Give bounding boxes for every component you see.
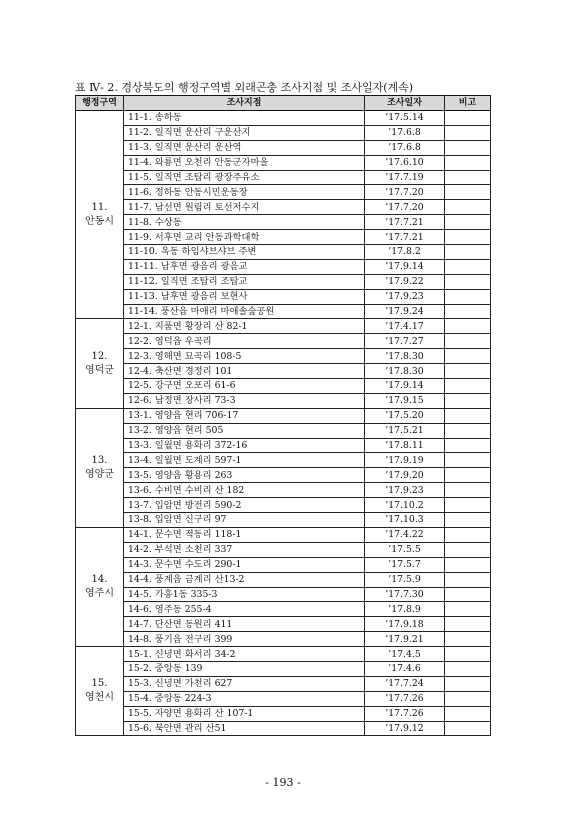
site-cell: 13-7. 입암면 방전리 590-2 xyxy=(124,498,365,513)
table-row xyxy=(76,691,491,706)
note-cell xyxy=(445,230,491,245)
date-cell: ’17.5.21 xyxy=(365,423,445,438)
header-region: 행정구역 xyxy=(76,96,124,111)
header-date: 조사일자 xyxy=(365,96,445,111)
region-number: 13. xyxy=(91,454,108,466)
region-cell xyxy=(76,527,124,646)
note-cell xyxy=(445,602,491,617)
region-cell xyxy=(76,647,124,736)
date-cell: ’17.7.26 xyxy=(365,691,445,706)
table-row xyxy=(76,587,491,602)
date-cell: ’17.5.9 xyxy=(365,572,445,587)
note-cell xyxy=(445,170,491,185)
table-row xyxy=(76,245,491,260)
note-cell xyxy=(445,319,491,334)
region-name: 영주시 xyxy=(85,588,114,599)
note-cell xyxy=(445,364,491,379)
note-cell xyxy=(445,155,491,170)
note-cell xyxy=(445,527,491,542)
table-row xyxy=(76,527,491,542)
table-row xyxy=(76,483,491,498)
site-cell: 13-1. 영양읍 현리 706-17 xyxy=(124,408,365,423)
table-row xyxy=(76,468,491,483)
note-cell xyxy=(445,647,491,662)
site-cell: 11-6. 정하동 안동시민운동장 xyxy=(124,185,365,200)
site-cell: 11-2. 일직면 운산리 구운산지 xyxy=(124,125,365,140)
site-cell: 13-5. 영양읍 황용리 263 xyxy=(124,468,365,483)
page-number: - 193 - xyxy=(265,776,301,789)
date-cell: ’17.7.20 xyxy=(365,185,445,200)
date-cell: ’17.5.7 xyxy=(365,557,445,572)
header-note: 비고 xyxy=(445,96,491,111)
note-cell xyxy=(445,513,491,528)
note-cell xyxy=(445,379,491,394)
table-row xyxy=(76,632,491,647)
date-cell: ’17.9.12 xyxy=(365,721,445,736)
region-cell xyxy=(76,408,124,527)
site-cell: 15-1. 신녕면 화서리 34-2 xyxy=(124,647,365,662)
note-cell xyxy=(445,572,491,587)
note-cell xyxy=(445,542,491,557)
site-cell: 14-7. 단산면 동원리 411 xyxy=(124,617,365,632)
note-cell xyxy=(445,349,491,364)
table-body xyxy=(76,111,491,736)
date-cell: ’17.8.11 xyxy=(365,438,445,453)
site-cell: 14-4. 풍계읍 금계리 산13-2 xyxy=(124,572,365,587)
region-name: 영천시 xyxy=(85,692,114,704)
date-cell: ’17.4.22 xyxy=(365,527,445,542)
table-row xyxy=(76,170,491,185)
date-cell: ’17.10.3 xyxy=(365,513,445,528)
table-row xyxy=(76,379,491,394)
date-cell: ’17.4.5 xyxy=(365,647,445,662)
table-row xyxy=(76,230,491,245)
site-cell: 12-6. 남정면 장사리 73-3 xyxy=(124,393,365,408)
table-row xyxy=(76,140,491,155)
note-cell xyxy=(445,289,491,304)
region-number: 11. xyxy=(91,201,108,213)
table-row xyxy=(76,661,491,676)
header-site: 조사지점 xyxy=(124,96,365,111)
site-cell: 14-5. 가흥1동 335-3 xyxy=(124,587,365,602)
date-cell: ’17.9.21 xyxy=(365,632,445,647)
date-cell: ’17.6.10 xyxy=(365,155,445,170)
date-cell: ’17.8.2 xyxy=(365,245,445,260)
note-cell xyxy=(445,691,491,706)
note-cell xyxy=(445,111,491,126)
table-caption: 표 Ⅳ- 2. 경상북도의 행정구역별 외래곤충 조사지점 및 조사일자(계속) xyxy=(75,81,414,94)
site-cell: 14-2. 부석면 소천리 337 xyxy=(124,542,365,557)
note-cell xyxy=(445,587,491,602)
site-cell: 14-8. 풍기읍 전구리 399 xyxy=(124,632,365,647)
date-cell: ’17.6.8 xyxy=(365,125,445,140)
region-name: 안동시 xyxy=(85,215,114,227)
site-cell: 11-5. 일직면 조탑리 광장주유소 xyxy=(124,170,365,185)
site-cell: 13-6. 수비면 수비리 산 182 xyxy=(124,483,365,498)
site-cell: 15-3. 신녕면 가천리 627 xyxy=(124,676,365,691)
note-cell xyxy=(445,215,491,230)
note-cell xyxy=(445,632,491,647)
site-cell: 13-2. 영양읍 현리 505 xyxy=(124,423,365,438)
table-row xyxy=(76,319,491,334)
table-row xyxy=(76,572,491,587)
date-cell: ’17.7.20 xyxy=(365,200,445,215)
table-row xyxy=(76,259,491,274)
date-cell: ’17.9.15 xyxy=(365,393,445,408)
note-cell xyxy=(445,483,491,498)
date-cell: ’17.9.18 xyxy=(365,617,445,632)
site-cell: 13-3. 일월면 용화리 372-16 xyxy=(124,438,365,453)
note-cell xyxy=(445,676,491,691)
table-row xyxy=(76,557,491,572)
site-cell: 15-5. 자양면 용화리 산 107-1 xyxy=(124,706,365,721)
note-cell xyxy=(445,125,491,140)
site-cell: 11-8. 수상동 xyxy=(124,215,365,230)
site-cell: 15-6. 북안면 관리 산51 xyxy=(124,721,365,736)
note-cell xyxy=(445,557,491,572)
region-number: 14. xyxy=(91,574,108,585)
table-row xyxy=(76,423,491,438)
table-row xyxy=(76,676,491,691)
note-cell xyxy=(445,259,491,274)
date-cell: ’17.6.8 xyxy=(365,140,445,155)
region-name: 영양군 xyxy=(85,468,114,480)
note-cell xyxy=(445,200,491,215)
date-cell: ’17.5.20 xyxy=(365,408,445,423)
table-row xyxy=(76,274,491,289)
table-row xyxy=(76,304,491,319)
note-cell xyxy=(445,304,491,319)
date-cell: ’17.8.30 xyxy=(365,364,445,379)
site-cell: 11-4. 와룡면 오천리 안동군자마을 xyxy=(124,155,365,170)
note-cell xyxy=(445,721,491,736)
date-cell: ’17.8.30 xyxy=(365,349,445,364)
note-cell xyxy=(445,245,491,260)
table-row xyxy=(76,364,491,379)
site-cell: 12-5. 강구면 오포리 61-6 xyxy=(124,379,365,394)
site-cell: 11-10. 옥동 하임샤브샤브 주변 xyxy=(124,245,365,260)
table-row xyxy=(76,602,491,617)
table-header-row xyxy=(76,96,491,111)
note-cell xyxy=(445,274,491,289)
site-cell: 11-11. 남후면 광음리 광음교 xyxy=(124,259,365,274)
date-cell: ’17.4.6 xyxy=(365,661,445,676)
date-cell: ’17.4.17 xyxy=(365,319,445,334)
table-row xyxy=(76,334,491,349)
date-cell: ’17.7.26 xyxy=(365,706,445,721)
note-cell xyxy=(445,453,491,468)
date-cell: ’17.9.20 xyxy=(365,468,445,483)
date-cell: ’17.9.23 xyxy=(365,483,445,498)
site-cell: 12-1. 지품면 황장리 산 82-1 xyxy=(124,319,365,334)
table-row xyxy=(76,647,491,662)
region-cell xyxy=(76,111,124,319)
table-row xyxy=(76,111,491,126)
date-cell: ’17.7.27 xyxy=(365,334,445,349)
site-cell: 14-6. 영주동 255-4 xyxy=(124,602,365,617)
site-cell: 12-2. 영덕읍 우곡리 xyxy=(124,334,365,349)
site-cell: 11-7. 남선면 원림리 토선저수지 xyxy=(124,200,365,215)
note-cell xyxy=(445,438,491,453)
date-cell: ’17.7.30 xyxy=(365,587,445,602)
note-cell xyxy=(445,408,491,423)
table-row xyxy=(76,215,491,230)
date-cell: ’17.7.19 xyxy=(365,170,445,185)
site-cell: 13-4. 일월면 도계리 597-1 xyxy=(124,453,365,468)
date-cell: ’17.8.9 xyxy=(365,602,445,617)
table-row xyxy=(76,721,491,736)
table-row xyxy=(76,155,491,170)
site-cell: 11-12. 일직면 조탑리 조탑교 xyxy=(124,274,365,289)
date-cell: ’17.9.14 xyxy=(365,259,445,274)
table-row xyxy=(76,617,491,632)
date-cell: ’17.7.21 xyxy=(365,215,445,230)
site-cell: 15-4. 중앙동 224-3 xyxy=(124,691,365,706)
table-row xyxy=(76,453,491,468)
date-cell: ’17.9.23 xyxy=(365,289,445,304)
site-cell: 14-1. 문수면 적동리 118-1 xyxy=(124,527,365,542)
table-row xyxy=(76,349,491,364)
table-row xyxy=(76,289,491,304)
site-cell: 11-3. 일직면 운산리 운산역 xyxy=(124,140,365,155)
region-number: 12. xyxy=(91,350,108,362)
date-cell: ’17.9.14 xyxy=(365,379,445,394)
note-cell xyxy=(445,468,491,483)
note-cell xyxy=(445,423,491,438)
table-row xyxy=(76,185,491,200)
table-row xyxy=(76,200,491,215)
table-row xyxy=(76,393,491,408)
table-row xyxy=(76,438,491,453)
site-cell: 11-14. 풍산읍 마애리 마애솔숲공원 xyxy=(124,304,365,319)
date-cell: ’17.10.2 xyxy=(365,498,445,513)
note-cell xyxy=(445,661,491,676)
table-row xyxy=(76,498,491,513)
date-cell: ’17.7.24 xyxy=(365,676,445,691)
site-cell: 11-13. 남후면 광음리 보현사 xyxy=(124,289,365,304)
date-cell: ’17.9.19 xyxy=(365,453,445,468)
site-cell: 12-3. 영해면 묘곡리 108-5 xyxy=(124,349,365,364)
region-name: 영덕군 xyxy=(85,364,114,376)
region-cell xyxy=(76,319,124,408)
note-cell xyxy=(445,185,491,200)
site-cell: 12-4. 축산면 경정리 101 xyxy=(124,364,365,379)
site-cell: 11-9. 서후면 교리 안동과학대학 xyxy=(124,230,365,245)
note-cell xyxy=(445,617,491,632)
note-cell xyxy=(445,498,491,513)
survey-table xyxy=(75,95,491,736)
table-row xyxy=(76,408,491,423)
date-cell: ’17.9.22 xyxy=(365,274,445,289)
table-row xyxy=(76,125,491,140)
table-row xyxy=(76,513,491,528)
date-cell: ’17.9.24 xyxy=(365,304,445,319)
date-cell: ’17.7.21 xyxy=(365,230,445,245)
note-cell xyxy=(445,140,491,155)
date-cell: ’17.5.14 xyxy=(365,111,445,126)
date-cell: ’17.5.5 xyxy=(365,542,445,557)
table-row xyxy=(76,706,491,721)
site-cell: 11-1. 송하동 xyxy=(124,111,365,126)
site-cell: 15-2. 중앙동 139 xyxy=(124,661,365,676)
table-row xyxy=(76,542,491,557)
note-cell xyxy=(445,393,491,408)
note-cell xyxy=(445,706,491,721)
note-cell xyxy=(445,334,491,349)
site-cell: 13-8. 입암면 신구리 97 xyxy=(124,513,365,528)
site-cell: 14-3. 문수면 수도리 290-1 xyxy=(124,557,365,572)
region-number: 15. xyxy=(91,678,108,690)
